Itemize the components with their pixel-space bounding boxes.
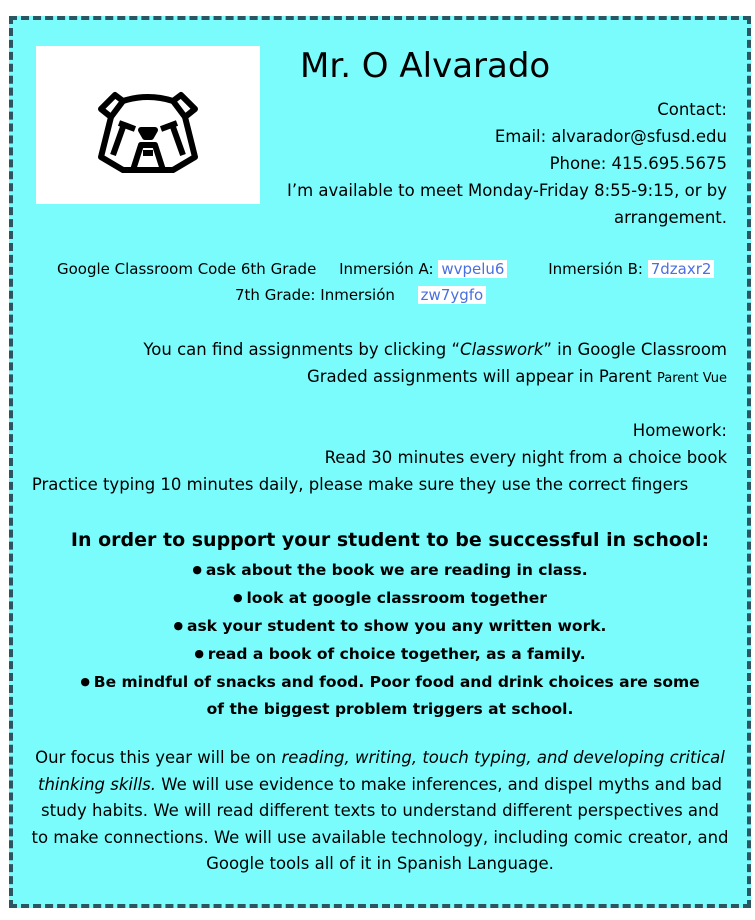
homework-item: Practice typing 10 minutes daily, please make sure they use the correct fingers [31, 475, 689, 494]
graded-text: Graded assignments will appear in Parent [306, 367, 657, 386]
homework-item: Read 30 minutes every night from a choice book [324, 448, 727, 467]
focus-paragraph [31, 745, 729, 878]
assign-text: You can find assignments by clicking “ [143, 340, 461, 359]
inmersion-b-code[interactable]: 7dzaxr2 [648, 260, 715, 278]
contact-phone: Phone: 415.695.5675 [549, 154, 727, 173]
inmersion-label: Inmersión [320, 286, 395, 304]
support-item: ● read a book of choice together, as a family. [53, 640, 727, 668]
homework-heading: Homework: [632, 421, 727, 440]
contact-availability: I’m available to meet Monday-Friday 8:55-9:15, or by arrangement. [286, 181, 727, 227]
contact-email: Email: alvarador@sfusd.edu [494, 127, 727, 146]
label-7th: 7th Grade: [235, 286, 316, 304]
assignments-info [143, 336, 727, 392]
focus-text: Our focus this year will be on [35, 748, 282, 767]
support-heading: In order to support your student to be successful in school: [70, 529, 710, 551]
focus-emphasis: reading, writing, touch typing, and developing critical thinking skills. [37, 748, 725, 794]
support-item: ● ask your student to show you any written work. [53, 612, 727, 640]
page-title: Mr. O Alvarado [300, 46, 551, 86]
assign-text: ” in Google Classroom [543, 340, 727, 359]
homework-block [33, 417, 727, 498]
inmersion-code[interactable]: zw7ygfo [418, 286, 487, 304]
classroom-codes [13, 256, 747, 308]
contact-block [267, 96, 727, 231]
support-item: ● look at google classroom together [53, 584, 727, 612]
support-item: ● Be mindful of snacks and food. Poor food and drink choices are some of the biggest problem triggers at school. [53, 668, 727, 723]
flyer-frame [9, 16, 751, 908]
inmersion-a-label: Inmersión A: [339, 260, 434, 278]
classwork-emphasis: Classwork [460, 340, 544, 359]
bulldog-icon [93, 75, 203, 175]
label-6th: Google Classroom Code 6th Grade [57, 260, 317, 278]
focus-text: We will use evidence to make inferences, and dispel myths and bad study habits. We will read different texts to understand different perspectives and to make connections. We will use available technology, including comic creator, and Google tools all of it in Spanish Language. [31, 774, 729, 873]
logo [36, 46, 260, 204]
support-item: ● ask about the book we are reading in class. [53, 556, 727, 584]
contact-heading: Contact: [657, 100, 727, 119]
inmersion-b-label: Inmersión B: [548, 260, 643, 278]
inmersion-a-code[interactable]: wvpelu6 [438, 260, 507, 278]
support-block [53, 526, 727, 723]
parent-vue: Parent Vue [657, 371, 727, 386]
